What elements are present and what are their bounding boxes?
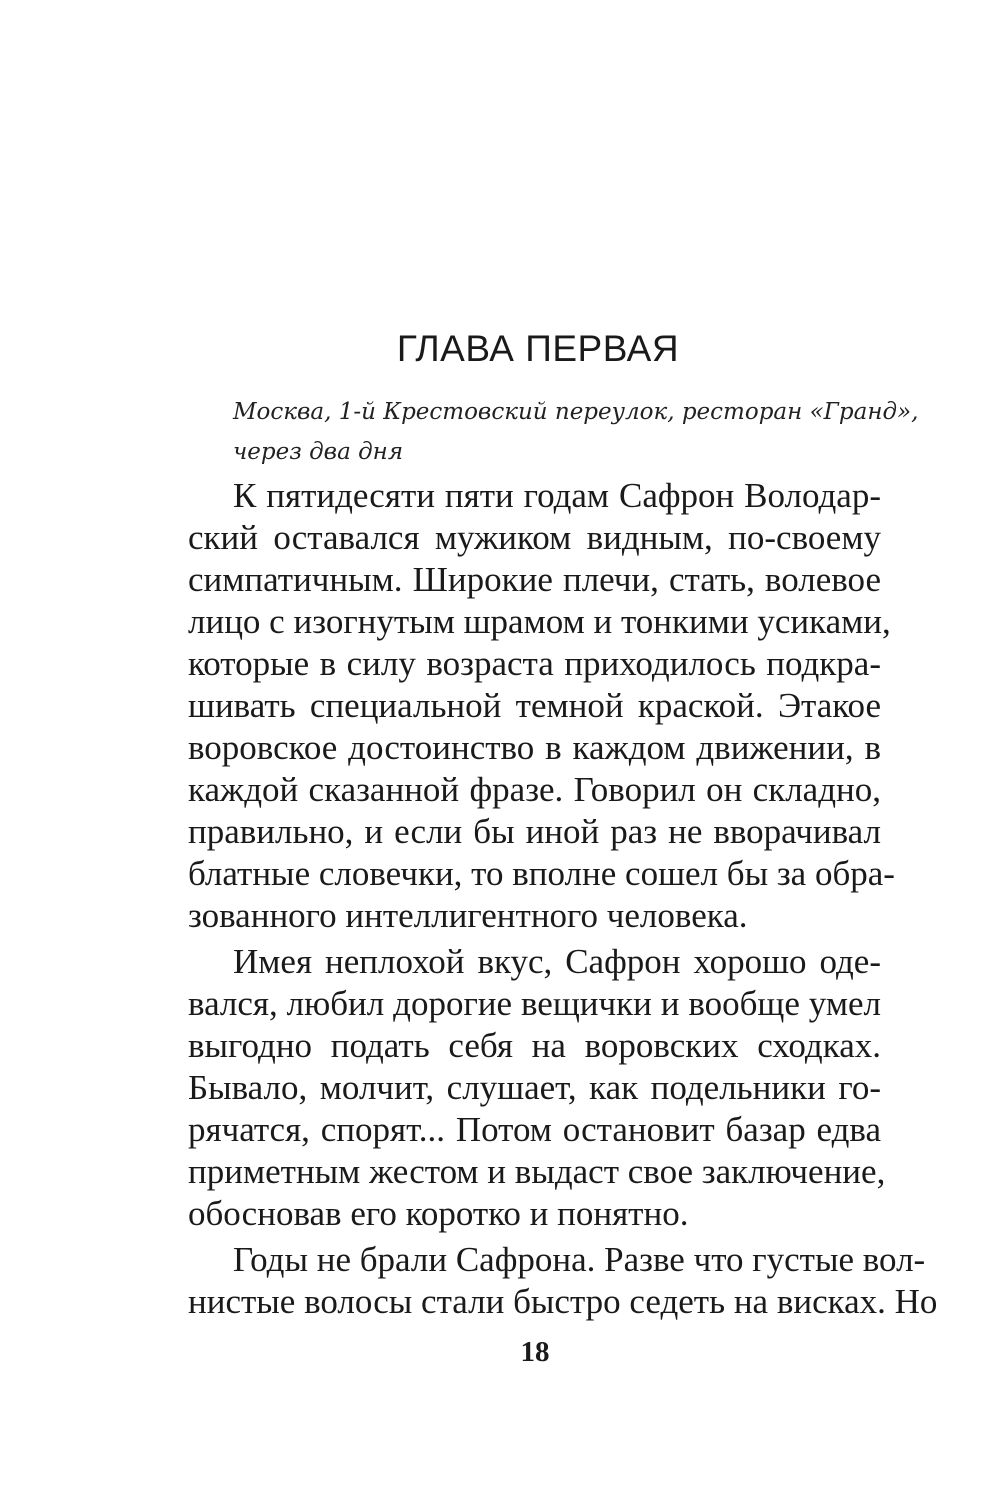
text-line: лицо с изогнутым шрамом и тонкими усиками, [188,602,891,641]
text-line: каждой сказанной фразе. Говорил он складно, [188,770,881,809]
text-line: зованного интеллигентного человека. [188,896,748,935]
text-line: вался, любил дорогие вещички и вообще умел [188,984,881,1023]
text-line: которые в силу возраста приходилось подкра- [188,644,881,683]
text-line: нистые волосы стали быстро седеть на висках. Но [188,1282,938,1321]
text-line: Годы не брали Сафрона. Разве что густые вол- [233,1240,926,1279]
text-line: выгодно подать себя на воровских сходках. [188,1026,881,1065]
paragraph [188,1239,938,1323]
text-line: правильно, и если бы иной раз не вворачивал [188,812,881,851]
text-line: Имея неплохой вкус, Сафрон хорошо оде- [233,942,881,981]
text-line: рячатся, спорят... Потом остановит базар едва [188,1110,881,1149]
text-line: симпатичным. Широкие плечи, стать, волевое [188,560,881,599]
text-line: ский оставался мужиком видным, по-своему [188,518,881,557]
text-line: Бывало, молчит, слушает, как подельники го- [188,1068,881,1107]
paragraph [188,475,895,937]
paragraph [188,941,886,1235]
text-line: шивать специальной темной краской. Этакое [188,686,881,725]
body-text [188,475,938,1323]
epigraph-line: Москва, 1-й Крестовский переулок, ресторан «Гранд», [233,399,919,425]
chapter-title: ГЛАВА ПЕРВАЯ [396,328,680,369]
text-line: приметным жестом и выдаст свое заключение, [188,1152,886,1191]
text-line: воровское достоинство в каждом движении, в [188,728,881,767]
epigraph-line: через два дня [233,439,404,465]
text-line: обосновав его коротко и понятно. [188,1194,689,1233]
page-number: 18 [520,1336,550,1368]
chapter-epigraph [233,392,919,472]
text-line: блатные словечки, то вполне сошел бы за обра- [188,854,895,893]
text-line: К пятидесяти пяти годам Сафрон Володар- [233,476,881,515]
